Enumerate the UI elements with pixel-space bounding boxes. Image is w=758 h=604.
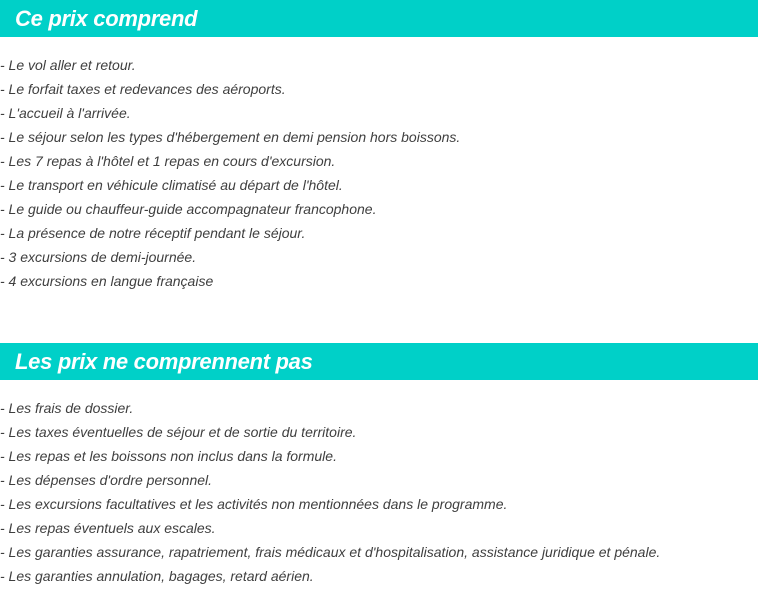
- excludes-list-item: - Les garanties annulation, bagages, retard aérien.: [0, 568, 314, 584]
- includes-list-item: - Le forfait taxes et redevances des aéroports.: [0, 81, 286, 97]
- includes-list-item: - Le guide ou chauffeur-guide accompagnateur francophone.: [0, 201, 377, 217]
- excludes-list-item: - Les excursions facultatives et les activités non mentionnées dans le programme.: [0, 496, 508, 512]
- includes-list-item: - L'accueil à l'arrivée.: [0, 105, 131, 121]
- excludes-list-item: - Les dépenses d'ordre personnel.: [0, 472, 213, 488]
- excludes-section-header: [0, 343, 758, 380]
- includes-list: [0, 53, 460, 293]
- excludes-list-item: - Les repas et les boissons non inclus dans la formule.: [0, 448, 337, 464]
- includes-list-item: - Le séjour selon les types d'hébergement en demi pension hors boissons.: [0, 129, 461, 145]
- includes-list-item: - Le transport en véhicule climatisé au départ de l'hôtel.: [0, 177, 343, 193]
- includes-list-item: - 4 excursions en langue française: [0, 273, 214, 289]
- includes-list-item: - Le vol aller et retour.: [0, 57, 136, 73]
- excludes-list-item: - Les taxes éventuelles de séjour et de sortie du territoire.: [0, 424, 357, 440]
- excludes-list: [0, 396, 660, 588]
- includes-list-item: - La présence de notre réceptif pendant le séjour.: [0, 225, 306, 241]
- includes-list-item: - Les 7 repas à l'hôtel et 1 repas en cours d'excursion.: [0, 153, 336, 169]
- includes-list-item: - 3 excursions de demi-journée.: [0, 249, 197, 265]
- excludes-list-item: - Les repas éventuels aux escales.: [0, 520, 216, 536]
- excludes-list-item: - Les garanties assurance, rapatriement, frais médicaux et d'hospitalisation, assistance juridique et pénale.: [0, 544, 661, 560]
- includes-section-header: [0, 0, 758, 37]
- excludes-section-title: Les prix ne comprennent pas: [15, 349, 313, 374]
- includes-section-title: Ce prix comprend: [15, 6, 198, 31]
- excludes-list-item: - Les frais de dossier.: [0, 400, 134, 416]
